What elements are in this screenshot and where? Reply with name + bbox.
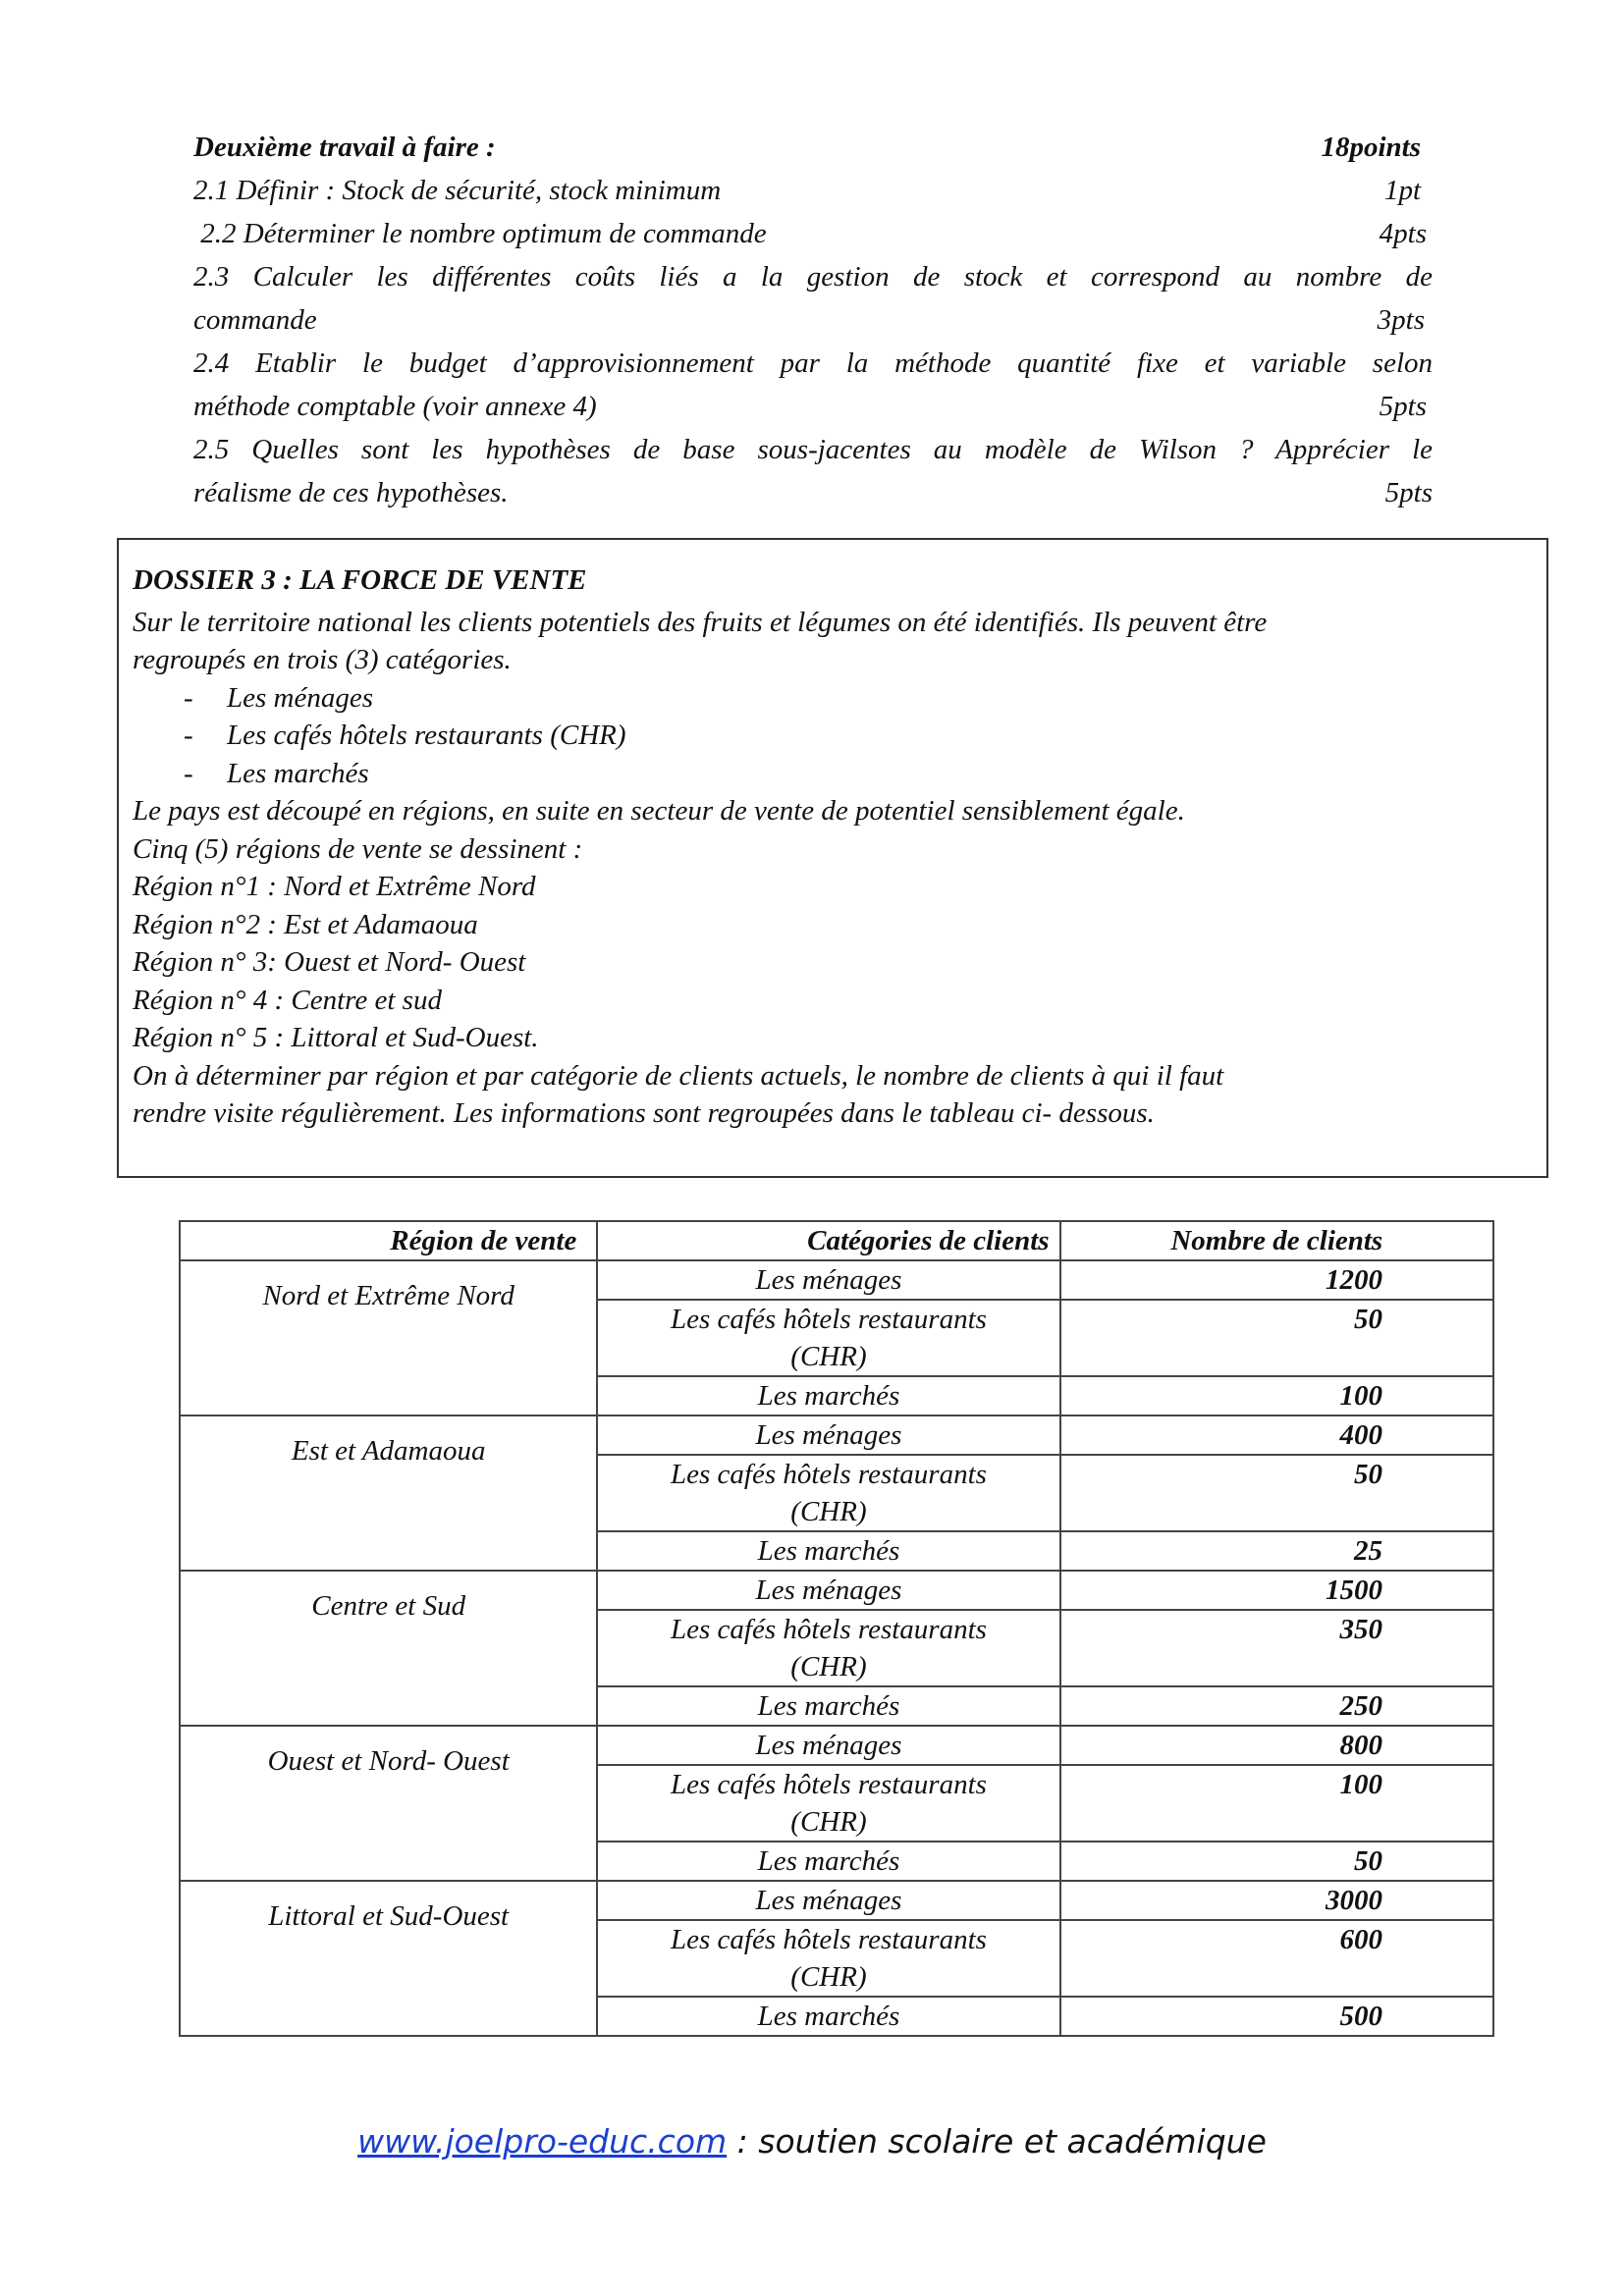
- category-list-item: [133, 755, 1533, 793]
- category-cell: Les ménages: [597, 1726, 1059, 1765]
- category-cell: Les marchés: [597, 1842, 1059, 1881]
- work-item-text: réalisme de ces hypothèses.: [193, 477, 509, 508]
- footer-link[interactable]: www.joelpro-educ.com: [357, 2122, 728, 2161]
- category-cell: Les ménages: [597, 1415, 1059, 1455]
- region-cell: Est et Adamaoua: [180, 1415, 597, 1571]
- dash-marker: -: [184, 681, 193, 714]
- category-line: Les cafés hôtels restaurants: [670, 1459, 987, 1490]
- dash-marker: -: [184, 757, 193, 789]
- dossier-title: DOSSIER 3 : LA FORCE DE VENTE: [133, 564, 587, 596]
- table-row: [180, 1571, 1493, 1610]
- count-cell: 1500: [1060, 1571, 1493, 1610]
- region-cell: Centre et Sud: [180, 1571, 597, 1726]
- category-cell: Les marchés: [597, 1997, 1059, 2036]
- region-cell: Nord et Extrême Nord: [180, 1260, 597, 1415]
- category-list-item: [133, 717, 1533, 755]
- category-cell: [597, 1920, 1059, 1997]
- table-header-row: [180, 1221, 1493, 1260]
- count-cell: 100: [1060, 1376, 1493, 1415]
- work-item-points: 3pts: [1377, 304, 1425, 336]
- category-label: Les cafés hôtels restaurants (CHR): [227, 720, 626, 751]
- work-item-text: 2.3 Calculer les différentes coûts liés a la gestion de stock et correspond au nombre de: [193, 261, 1433, 293]
- category-cell: Les marchés: [597, 1376, 1059, 1415]
- region-cell: Ouest et Nord- Ouest: [180, 1726, 597, 1881]
- count-cell: 50: [1060, 1842, 1493, 1881]
- category-cell: [597, 1765, 1059, 1842]
- category-label: Les marchés: [227, 757, 369, 789]
- footer-text: : soutien scolaire et académique: [727, 2122, 1267, 2161]
- dossier-paragraph: Le pays est découpé en régions, en suite en secteur de vente de potentiel sensiblement égale.: [133, 795, 1185, 827]
- count-cell: 50: [1060, 1300, 1493, 1376]
- work-item-points: 1pt: [1383, 175, 1421, 206]
- category-line: Les cafés hôtels restaurants: [670, 1614, 987, 1645]
- category-line: Les cafés hôtels restaurants: [670, 1769, 987, 1800]
- table-row: [180, 1260, 1493, 1300]
- dossier-closing: rendre visite régulièrement. Les informations sont regroupées dans le tableau ci- dessous.: [133, 1097, 1155, 1129]
- header-category: Catégories de clients: [597, 1221, 1059, 1260]
- count-cell: 600: [1060, 1920, 1493, 1997]
- dash-marker: -: [184, 720, 193, 751]
- dossier-intro: regroupés en trois (3) catégories.: [133, 644, 512, 675]
- category-cell: [597, 1455, 1059, 1531]
- region-line: Région n° 3: Ouest et Nord- Ouest: [133, 946, 526, 978]
- category-cell: Les marchés: [597, 1531, 1059, 1571]
- category-cell: Les ménages: [597, 1881, 1059, 1920]
- header-count: Nombre de clients: [1060, 1221, 1493, 1260]
- work-item-points: 5pts: [1384, 477, 1433, 508]
- category-line: (CHR): [790, 1961, 867, 1993]
- table-row: [180, 1726, 1493, 1765]
- count-cell: 25: [1060, 1531, 1493, 1571]
- header-region: Région de vente: [180, 1221, 597, 1260]
- count-cell: 100: [1060, 1765, 1493, 1842]
- work-item: [193, 298, 1433, 342]
- region-line: Région n° 5 : Littoral et Sud-Ouest.: [133, 1022, 539, 1053]
- count-cell: 800: [1060, 1726, 1493, 1765]
- work-item-text: commande: [193, 304, 317, 336]
- work-item-text: 2.4 Etablir le budget d’approvisionnement par la méthode quantité fixe et variable selon: [193, 347, 1433, 379]
- dossier-intro: Sur le territoire national les clients potentiels des fruits et légumes on été identifiés. Ils peuvent être: [133, 606, 1268, 638]
- region-cell: Littoral et Sud-Ouest: [180, 1881, 597, 2036]
- clients-table: [179, 1220, 1494, 2037]
- work-heading-row: [193, 126, 1433, 169]
- category-cell: Les ménages: [597, 1260, 1059, 1300]
- category-line: Les cafés hôtels restaurants: [670, 1304, 987, 1335]
- work-item-points: 4pts: [1379, 218, 1427, 249]
- work-item-text: 2.2 Déterminer le nombre optimum de commande: [193, 218, 767, 249]
- work-item-points: 5pts: [1379, 391, 1427, 422]
- count-cell: 500: [1060, 1997, 1493, 2036]
- work-item: [193, 471, 1433, 514]
- category-line: (CHR): [790, 1651, 867, 1682]
- category-list-item: [133, 679, 1533, 718]
- region-line: Région n°1 : Nord et Extrême Nord: [133, 871, 536, 902]
- category-cell: Les marchés: [597, 1686, 1059, 1726]
- work-item-text: 2.5 Quelles sont les hypothèses de base sous-jacentes au modèle de Wilson ? Apprécier le: [193, 434, 1433, 465]
- work-item-text: méthode comptable (voir annexe 4): [193, 391, 597, 422]
- dossier-closing: On à déterminer par région et par catégorie de clients actuels, le nombre de clients à qui il faut: [133, 1059, 1224, 1092]
- table-row: [180, 1881, 1493, 1920]
- work-item: [193, 385, 1433, 428]
- category-cell: [597, 1610, 1059, 1686]
- table-row: [180, 1415, 1493, 1455]
- table-body: [180, 1260, 1493, 2036]
- count-cell: 350: [1060, 1610, 1493, 1686]
- work-item-text: 2.1 Définir : Stock de sécurité, stock minimum: [193, 175, 722, 206]
- category-label: Les ménages: [227, 681, 374, 714]
- count-cell: 400: [1060, 1415, 1493, 1455]
- count-cell: 250: [1060, 1686, 1493, 1726]
- category-line: (CHR): [790, 1496, 867, 1527]
- count-cell: 1200: [1060, 1260, 1493, 1300]
- dossier-box: [117, 538, 1548, 1178]
- work-section: [193, 126, 1433, 514]
- dossier-paragraph: Cinq (5) régions de vente se dessinent :: [133, 832, 583, 865]
- work-heading-points: 18points: [1321, 132, 1421, 163]
- region-line: Région n°2 : Est et Adamaoua: [133, 908, 478, 940]
- work-heading: Deuxième travail à faire :: [193, 132, 496, 163]
- category-line: (CHR): [790, 1341, 867, 1372]
- category-line: Les cafés hôtels restaurants: [670, 1924, 987, 1955]
- region-line: Région n° 4 : Centre et sud: [133, 984, 442, 1016]
- work-item: [193, 169, 1433, 212]
- work-item: [193, 212, 1433, 255]
- category-line: (CHR): [790, 1806, 867, 1838]
- count-cell: 50: [1060, 1455, 1493, 1531]
- category-cell: [597, 1300, 1059, 1376]
- footer: [0, 2122, 1624, 2161]
- count-cell: 3000: [1060, 1881, 1493, 1920]
- category-cell: Les ménages: [597, 1571, 1059, 1610]
